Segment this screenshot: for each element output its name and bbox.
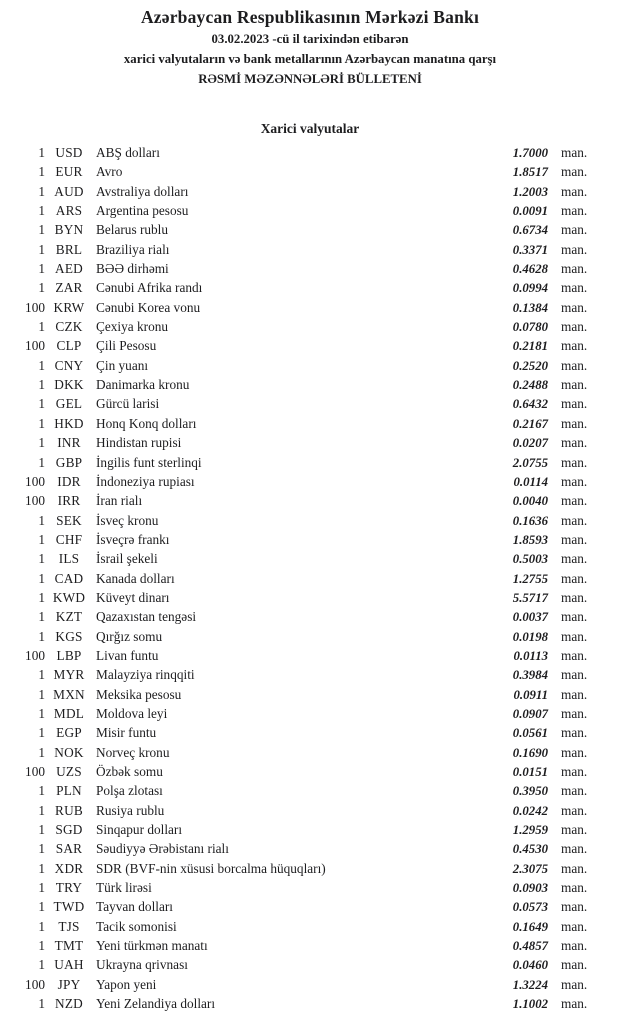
bank-title: Azərbaycan Respublikasının Mərkəzi Bankı: [140, 7, 480, 27]
row-currency-name: Sinqapur dolları: [96, 822, 183, 838]
row-currency-name: İsrail şekeli: [96, 551, 158, 567]
row-rate-value: 0.0780: [512, 320, 548, 335]
table-row: [18, 491, 592, 510]
row-rate-value: 0.0114: [513, 474, 548, 489]
row-rate-value: 2.0755: [512, 455, 548, 470]
row-currency-name: Gürcü larisi: [96, 396, 160, 412]
row-currency-code: EUR: [55, 164, 83, 180]
table-row: [18, 859, 592, 878]
row-quantity: 100: [25, 299, 45, 315]
row-unit-label: man.: [561, 299, 588, 315]
row-currency-code: GEL: [55, 396, 83, 412]
row-quantity: 1: [38, 822, 45, 838]
row-unit-label: man.: [561, 705, 588, 721]
row-currency-code: UAH: [54, 957, 84, 973]
row-rate-value: 0.0903: [512, 881, 548, 896]
row-currency-name: İran rialı: [96, 493, 143, 509]
table-row: [18, 201, 592, 220]
table-row: [18, 182, 592, 201]
row-quantity: 1: [38, 899, 45, 915]
row-rate-value: 0.0911: [513, 687, 548, 702]
table-row: [18, 336, 592, 355]
row-currency-name: Cənubi Korea vonu: [96, 299, 201, 315]
row-quantity: 1: [38, 860, 45, 876]
row-currency-name: Yeni türkmən manatı: [96, 938, 208, 954]
row-quantity: 100: [25, 473, 45, 489]
table-row: [18, 955, 592, 974]
row-rate-value: 1.3224: [512, 977, 548, 992]
table-row: [18, 530, 592, 549]
row-rate-value: 0.2167: [512, 416, 548, 431]
row-quantity: 100: [25, 338, 45, 354]
row-unit-label: man.: [561, 396, 588, 412]
table-row: [18, 375, 592, 394]
row-currency-code: XDR: [54, 860, 84, 876]
row-currency-code: KGS: [55, 628, 83, 644]
row-quantity: 1: [38, 241, 45, 257]
row-rate-value: 1.8517: [512, 165, 548, 180]
row-quantity: 1: [38, 396, 45, 412]
row-unit-label: man.: [561, 435, 588, 451]
row-quantity: 1: [38, 145, 45, 160]
row-rate-value: 0.6432: [512, 397, 548, 412]
row-rate-value: 0.4857: [512, 939, 548, 954]
row-currency-name: Çin yuanı: [96, 357, 149, 373]
row-currency-name: Ukrayna qrivnası: [96, 957, 188, 973]
row-quantity: 100: [25, 493, 45, 509]
row-rate-value: 0.4530: [512, 842, 548, 857]
row-unit-label: man.: [561, 357, 588, 373]
row-unit-label: man.: [561, 222, 588, 238]
row-quantity: 1: [38, 357, 45, 373]
row-currency-code: CAD: [54, 570, 84, 586]
row-unit-label: man.: [561, 976, 588, 992]
row-quantity: 1: [38, 512, 45, 528]
row-unit-label: man.: [561, 551, 588, 567]
row-currency-name: Qazaxıstan tengəsi: [96, 609, 197, 625]
row-currency-name: Tacik somonisi: [96, 918, 177, 934]
row-quantity: 100: [25, 764, 45, 779]
row-currency-name: Türk lirəsi: [96, 880, 152, 896]
table-row: [18, 220, 592, 239]
table-row: [18, 917, 592, 936]
row-rate-value: 0.0037: [512, 610, 548, 625]
row-currency-code: CLP: [56, 338, 82, 354]
row-quantity: 1: [38, 802, 45, 818]
effective-date-line: 03.02.2023 -cü il tarixindən etibarən: [211, 32, 409, 46]
row-currency-code: HKD: [54, 415, 84, 431]
table-row: [18, 607, 592, 626]
table-row: [18, 975, 592, 994]
row-currency-code: DKK: [54, 377, 84, 393]
row-quantity: 1: [38, 957, 45, 973]
row-quantity: 1: [38, 551, 45, 567]
row-unit-label: man.: [561, 628, 588, 644]
row-unit-label: man.: [561, 609, 588, 625]
table-row: [18, 878, 592, 897]
row-quantity: 1: [38, 841, 45, 857]
row-currency-code: EGP: [56, 725, 82, 741]
row-currency-code: LBP: [56, 647, 82, 663]
table-row: [18, 781, 592, 800]
row-unit-label: man.: [561, 918, 588, 934]
row-quantity: 1: [38, 686, 45, 702]
row-unit-label: man.: [561, 454, 588, 470]
row-currency-code: AED: [55, 261, 83, 277]
row-unit-label: man.: [561, 473, 588, 489]
row-rate-value: 0.6734: [512, 223, 548, 238]
row-quantity: 1: [38, 996, 45, 1012]
row-unit-label: man.: [561, 261, 588, 277]
row-currency-code: RUB: [55, 802, 83, 818]
row-currency-name: Qırğız somu: [96, 628, 163, 644]
row-currency-name: Livan funtu: [96, 647, 159, 663]
row-currency-name: Malayziya rinqqiti: [96, 667, 195, 683]
row-rate-value: 0.0113: [513, 648, 548, 663]
table-row: [18, 994, 592, 1013]
row-rate-value: 0.0242: [512, 803, 548, 818]
row-quantity: 1: [38, 164, 45, 180]
table-row: [18, 317, 592, 336]
row-currency-name: Çexiya kronu: [96, 319, 169, 335]
row-currency-name: Yapon yeni: [96, 976, 157, 992]
row-currency-name: Cənubi Afrika randı: [96, 280, 203, 296]
row-unit-label: man.: [561, 880, 588, 896]
row-rate-value: 0.3984: [512, 668, 548, 683]
row-rate-value: 0.3950: [512, 784, 548, 799]
row-unit-label: man.: [561, 183, 588, 199]
table-row: [18, 549, 592, 568]
table-row: [18, 433, 592, 452]
table-row: [18, 743, 592, 762]
row-unit-label: man.: [561, 725, 588, 741]
row-currency-code: TJS: [58, 918, 80, 934]
row-rate-value: 0.1636: [512, 513, 548, 528]
row-currency-code: KZT: [55, 609, 83, 625]
row-currency-name: Yeni Zelandiya dolları: [96, 996, 216, 1012]
row-currency-code: SEK: [56, 512, 82, 528]
row-currency-name: Meksika pesosu: [96, 686, 182, 702]
row-quantity: 1: [38, 744, 45, 760]
row-rate-value: 0.0207: [512, 436, 548, 451]
table-row: [18, 762, 592, 781]
row-unit-label: man.: [561, 145, 588, 160]
row-rate-value: 5.5717: [512, 590, 548, 605]
row-rate-value: 0.5003: [512, 552, 548, 567]
row-currency-name: Tayvan dolları: [96, 899, 173, 915]
row-quantity: 1: [38, 667, 45, 683]
row-currency-name: Belarus rublu: [96, 222, 169, 238]
row-quantity: 1: [38, 609, 45, 625]
row-quantity: 1: [38, 183, 45, 199]
row-rate-value: 0.4628: [512, 262, 548, 277]
row-quantity: 1: [38, 415, 45, 431]
row-currency-code: KRW: [53, 299, 85, 315]
row-currency-name: Braziliya rialı: [96, 241, 170, 257]
row-currency-code: IDR: [57, 473, 81, 489]
row-rate-value: 1.2755: [512, 571, 548, 586]
row-unit-label: man.: [561, 764, 588, 779]
row-quantity: 1: [38, 589, 45, 605]
table-row: [18, 472, 592, 491]
row-rate-value: 1.7000: [512, 146, 548, 160]
row-unit-label: man.: [561, 686, 588, 702]
row-quantity: 1: [38, 783, 45, 799]
row-currency-name: İngilis funt sterlinqi: [96, 454, 202, 470]
table-row: [18, 143, 592, 162]
row-quantity: 1: [38, 319, 45, 335]
row-quantity: 1: [38, 570, 45, 586]
row-unit-label: man.: [561, 841, 588, 857]
row-rate-value: 1.8593: [512, 532, 548, 547]
row-rate-value: 0.0573: [512, 900, 548, 915]
row-rate-value: 1.1002: [512, 997, 548, 1012]
row-quantity: 1: [38, 203, 45, 219]
row-currency-name: Küveyt dinarı: [96, 589, 170, 605]
row-unit-label: man.: [561, 512, 588, 528]
row-currency-code: IRR: [57, 493, 81, 509]
row-unit-label: man.: [561, 493, 588, 509]
table-row: [18, 278, 592, 297]
row-quantity: 1: [38, 725, 45, 741]
row-rate-value: 0.1649: [512, 919, 548, 934]
table-row: [18, 588, 592, 607]
row-rate-value: 1.2959: [512, 823, 548, 838]
table-row: [18, 569, 592, 588]
row-currency-code: MDL: [53, 705, 85, 721]
table-row: [18, 801, 592, 820]
row-currency-name: Rusiya rublu: [96, 802, 165, 818]
row-currency-name: Çili Pesosu: [96, 338, 157, 354]
row-unit-label: man.: [561, 938, 588, 954]
row-currency-name: İsveç kronu: [96, 512, 159, 528]
row-currency-name: Avstraliya dolları: [96, 183, 189, 199]
row-currency-code: CHF: [55, 531, 83, 547]
table-row: [18, 240, 592, 259]
row-rate-value: 0.1384: [512, 300, 548, 315]
row-currency-name: Səudiyyə Ərəbistanı rialı: [96, 841, 229, 857]
table-row: [18, 511, 592, 530]
row-currency-code: SAR: [55, 841, 83, 857]
row-quantity: 1: [38, 531, 45, 547]
row-rate-value: 2.3075: [512, 861, 548, 876]
table-row: [18, 665, 592, 684]
table-row: [18, 394, 592, 413]
row-quantity: 100: [25, 976, 45, 992]
row-currency-code: KWD: [52, 589, 86, 605]
row-currency-code: JPY: [57, 976, 81, 992]
row-rate-value: 0.2520: [512, 358, 548, 373]
row-currency-code: BRL: [55, 241, 83, 257]
table-row: [18, 259, 592, 278]
row-currency-name: Argentina pesosu: [96, 203, 189, 219]
section-title-foreign-currencies: Xarici valyutalar: [260, 121, 360, 136]
row-currency-name: Danimarka kronu: [96, 377, 190, 393]
row-currency-name: Moldova leyi: [96, 705, 168, 721]
row-unit-label: man.: [561, 647, 588, 663]
table-row: [18, 298, 592, 317]
table-row: [18, 839, 592, 858]
row-quantity: 1: [38, 938, 45, 954]
row-currency-name: Hindistan rupisi: [96, 435, 182, 451]
row-quantity: 1: [38, 628, 45, 644]
row-unit-label: man.: [561, 319, 588, 335]
row-currency-code: CNY: [54, 357, 84, 373]
row-rate-value: 0.0198: [512, 629, 548, 644]
row-currency-name: BƏƏ dirhəmi: [96, 261, 169, 277]
row-currency-name: Polşa zlotası: [96, 783, 163, 799]
row-currency-code: PLN: [56, 783, 82, 799]
row-currency-code: BYN: [54, 222, 84, 238]
row-rate-value: 0.0460: [512, 958, 548, 973]
row-unit-label: man.: [561, 415, 588, 431]
row-currency-name: Kanada dolları: [96, 570, 175, 586]
row-unit-label: man.: [561, 957, 588, 973]
table-row: [18, 162, 592, 181]
row-currency-code: ARS: [55, 203, 83, 219]
row-currency-name: İndoneziya rupiası: [96, 473, 195, 489]
table-row: [18, 897, 592, 916]
row-currency-code: SGD: [55, 822, 83, 838]
table-row: [18, 936, 592, 955]
row-currency-name: Honq Konq dolları: [96, 415, 197, 431]
row-quantity: 1: [38, 222, 45, 238]
table-row: [18, 646, 592, 665]
row-rate-value: 0.2181: [512, 339, 548, 354]
row-rate-value: 0.0151: [512, 765, 548, 779]
table-row: [18, 685, 592, 704]
row-unit-label: man.: [561, 377, 588, 393]
row-unit-label: man.: [561, 744, 588, 760]
row-unit-label: man.: [561, 164, 588, 180]
subject-line: xarici valyutaların və bank metallarının Azərbaycan manatına qarşı: [123, 52, 497, 66]
bulletin-title-line: RƏSMİ MƏZƏNNƏLƏRİ BÜLLETENİ: [198, 72, 422, 86]
row-rate-value: 1.2003: [512, 184, 548, 199]
row-currency-code: NZD: [55, 996, 83, 1012]
table-row: [18, 820, 592, 839]
row-currency-code: MYR: [53, 667, 85, 683]
row-currency-code: GBP: [55, 454, 83, 470]
row-unit-label: man.: [561, 822, 588, 838]
row-unit-label: man.: [561, 802, 588, 818]
row-quantity: 1: [38, 261, 45, 277]
row-currency-code: CZK: [55, 319, 83, 335]
row-unit-label: man.: [561, 203, 588, 219]
row-unit-label: man.: [561, 783, 588, 799]
row-rate-value: 0.2488: [512, 378, 548, 393]
table-row: [18, 453, 592, 472]
row-currency-name: Misir funtu: [96, 725, 157, 741]
row-currency-name: Özbək somu: [96, 764, 163, 779]
row-currency-code: UZS: [56, 764, 82, 779]
row-quantity: 1: [38, 435, 45, 451]
table-row: [18, 627, 592, 646]
row-currency-code: TWD: [53, 899, 85, 915]
row-rate-value: 0.0040: [512, 494, 548, 509]
row-currency-code: USD: [55, 145, 83, 160]
row-quantity: 1: [38, 705, 45, 721]
row-currency-name: ABŞ dolları: [96, 145, 160, 160]
row-unit-label: man.: [561, 241, 588, 257]
document-header: [0, 0, 620, 89]
table-row: [18, 356, 592, 375]
row-unit-label: man.: [561, 338, 588, 354]
table-row: [18, 704, 592, 723]
row-currency-name: Norveç kronu: [96, 744, 170, 760]
row-currency-code: MXN: [53, 686, 85, 702]
row-rate-value: 0.0994: [512, 281, 548, 296]
row-unit-label: man.: [561, 860, 588, 876]
row-currency-name: SDR (BVF-nin xüsusi borcalma hüquqları): [96, 860, 326, 876]
row-currency-code: TMT: [54, 938, 84, 954]
row-currency-code: ILS: [58, 551, 80, 567]
row-currency-code: INR: [57, 435, 81, 451]
row-quantity: 1: [38, 280, 45, 296]
table-row: [18, 723, 592, 742]
row-rate-value: 0.1690: [512, 745, 548, 760]
row-rate-value: 0.3371: [512, 242, 548, 257]
currency-rate-table: [0, 143, 620, 1013]
row-currency-name: Avro: [96, 164, 123, 180]
row-unit-label: man.: [561, 531, 588, 547]
row-currency-code: NOK: [54, 744, 84, 760]
row-unit-label: man.: [561, 667, 588, 683]
row-currency-code: ZAR: [55, 280, 83, 296]
row-quantity: 1: [38, 454, 45, 470]
row-unit-label: man.: [561, 899, 588, 915]
row-quantity: 1: [38, 918, 45, 934]
row-unit-label: man.: [561, 280, 588, 296]
row-currency-code: AUD: [54, 183, 84, 199]
row-quantity: 100: [25, 647, 45, 663]
row-rate-value: 0.0091: [512, 204, 548, 219]
row-quantity: 1: [38, 377, 45, 393]
row-unit-label: man.: [561, 570, 588, 586]
row-currency-name: İsveçrə frankı: [96, 531, 170, 547]
row-rate-value: 0.0907: [512, 706, 548, 721]
table-row: [18, 414, 592, 433]
row-unit-label: man.: [561, 589, 588, 605]
row-rate-value: 0.0561: [512, 726, 548, 741]
row-unit-label: man.: [561, 996, 588, 1012]
row-currency-code: TRY: [55, 880, 83, 896]
row-quantity: 1: [38, 880, 45, 896]
